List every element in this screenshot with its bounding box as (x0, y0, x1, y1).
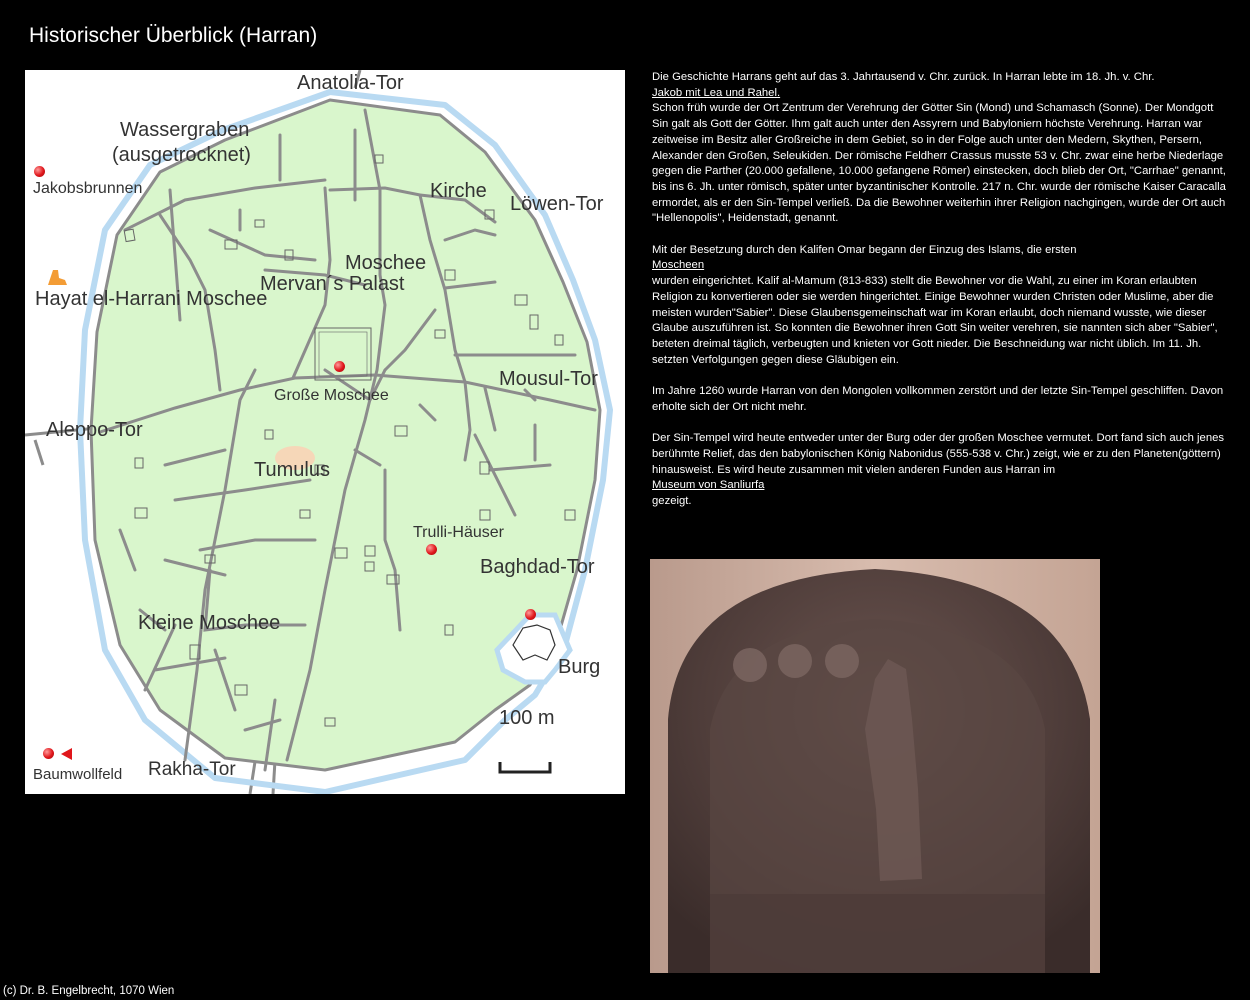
label-moschee: Moschee (345, 252, 427, 274)
label-grosse-moschee: Große Moschee (274, 387, 389, 404)
page-title: Historischer Überblick (Harran) (29, 24, 318, 47)
nabonidus-stele-photo (650, 559, 1100, 973)
trulli-pin-icon (426, 544, 437, 555)
paragraph-2 (652, 243, 1232, 369)
label-kirche: Kirche (430, 180, 487, 202)
stele-graphic (650, 559, 1100, 973)
label-scale: 100 m (499, 707, 555, 729)
link-museum-sanliurfa[interactable]: Museum von Sanliurfa (652, 479, 765, 492)
flag-icon (61, 748, 72, 760)
label-rakha-tor: Rakha-Tor (148, 759, 236, 780)
history-text (652, 70, 1232, 510)
paragraph-4 (652, 431, 1232, 510)
harran-city-map (25, 70, 625, 794)
copyright-footer: (c) Dr. B. Engelbrecht, 1070 Wien (3, 985, 175, 997)
label-loewen-tor: Löwen-Tor (510, 193, 604, 215)
jakobsbrunnen-pin-icon (34, 166, 45, 177)
link-jakob-lea-rahel[interactable]: Jakob mit Lea und Rahel. (652, 86, 781, 99)
label-mousul-tor: Mousul-Tor (499, 368, 598, 390)
p2-text-b: wurden eingerichtet. Kalif al-Mamum (813-833) stellt die Bewohner vor die Wahl, zu einer im Koran erlaubten Religion zu konvertieren oder sie werden hingerichtet. Einige Bewohner wurden Christen oder Muslime, aber die meisten wurden"Sabier". Diese Glaubensgemeinschaft war im Koran erlaubt, doch niemand wusste, wie dieser Glaube auszuführen ist. So konnten die Bewohner ihren Gott Sin weiter verehren, sie nannten sich aber "Sabier", beteten dreimal täglich, verbeugten und knieten vor Gott nieder. Die Beschneidung war nicht üblich. Im 11. Jh. setzten Verfolgungen gegen diese Gläubigen ein. (652, 275, 1218, 366)
label-burg: Burg (558, 656, 601, 678)
label-mervans-palast: Mervan´s Palast (260, 273, 405, 295)
p1-text-b: Schon früh wurde der Ort Zentrum der Verehrung der Götter Sin (Mond) und Schamasch (Sonne). Der Mondgott Sin galt als Gott der Götter. Ihm galt auch unter den Assyrern und Babyloniern höchste Verehrung. Harran war zeitweise im Besitz aller Großreiche in dem Gebiet, so in der Folge auch unter den Medern, Skythen, Persern, Alexander den Großen, Seleukiden. Der römische Feldherr Crassus musste 53 v. Chr. zwar eine herbe Niederlage gegen die Parther (20.000 gefallene, 10.000 gefangene Römer) einstecken, doch blieb der Ort, "Carrhae" genannt, bis ins 6. Jh. unter römisch, später unter byzantinischer Kontrolle. 217 n. Chr. wurde der römische Kaiser Caracalla ermordet, als er den Sin-Tempel verließ. Da die Bewohner weiterhin ihrer Religion nachgingen, wurde der Ort auch "Hellenopolis", Heidenstadt, genannt. (652, 102, 1226, 225)
label-hayat-moschee: Hayat el-Harrani Moschee (35, 288, 268, 310)
label-baghdad-tor: Baghdad-Tor (480, 556, 595, 578)
burg-pin-icon (525, 609, 536, 620)
p4-text-a: Der Sin-Tempel wird heute entweder unter der Burg oder der großen Moschee vermutet. Dort fand sich auch jenes berühmte Relief, das den babylonischen König Nabonidus (555-538 v. Chr.) zeigt, wie er zu den Planeten(göttern) hinausweist. Es wird heute zusammen mit vielen anderen Funden aus Harran im (652, 432, 1225, 476)
label-jakobsbrunnen: Jakobsbrunnen (33, 180, 143, 197)
paragraph-1 (652, 70, 1232, 227)
label-trulli: Trulli-Häuser (413, 524, 504, 541)
p1-text-a: Die Geschichte Harrans geht auf das 3. Jahrtausend v. Chr. zurück. In Harran lebte im 18. Jh. v. Chr. (652, 71, 1155, 83)
label-tumulus: Tumulus (254, 459, 330, 481)
scale-bar (500, 762, 550, 772)
paragraph-3: Im Jahre 1260 wurde Harran von den Mongolen vollkommen zerstört und der letzte Sin-Tempel geschliffen. Davon erholte sich der Ort nicht mehr. (652, 385, 1224, 413)
label-kleine-moschee: Kleine Moschee (138, 612, 281, 634)
p2-text-a: Mit der Besetzung durch den Kalifen Omar begann der Einzug des Islams, die ersten (652, 243, 1077, 256)
label-ausgetrocknet: (ausgetrocknet) (112, 144, 251, 166)
link-moscheen[interactable]: Moscheen (652, 259, 705, 272)
baumwollfeld-pin-icon (43, 748, 54, 759)
label-baumwollfeld: Baumwollfeld (33, 766, 123, 783)
p4-text-b: gezeigt. (652, 494, 692, 507)
label-aleppo-tor: Aleppo-Tor (46, 419, 143, 441)
label-anatolia-tor: Anatolia-Tor (297, 72, 404, 94)
mosque-icon (48, 270, 67, 285)
grosse-moschee-pin-icon (334, 361, 345, 372)
label-wassergraben: Wassergraben (120, 119, 250, 141)
